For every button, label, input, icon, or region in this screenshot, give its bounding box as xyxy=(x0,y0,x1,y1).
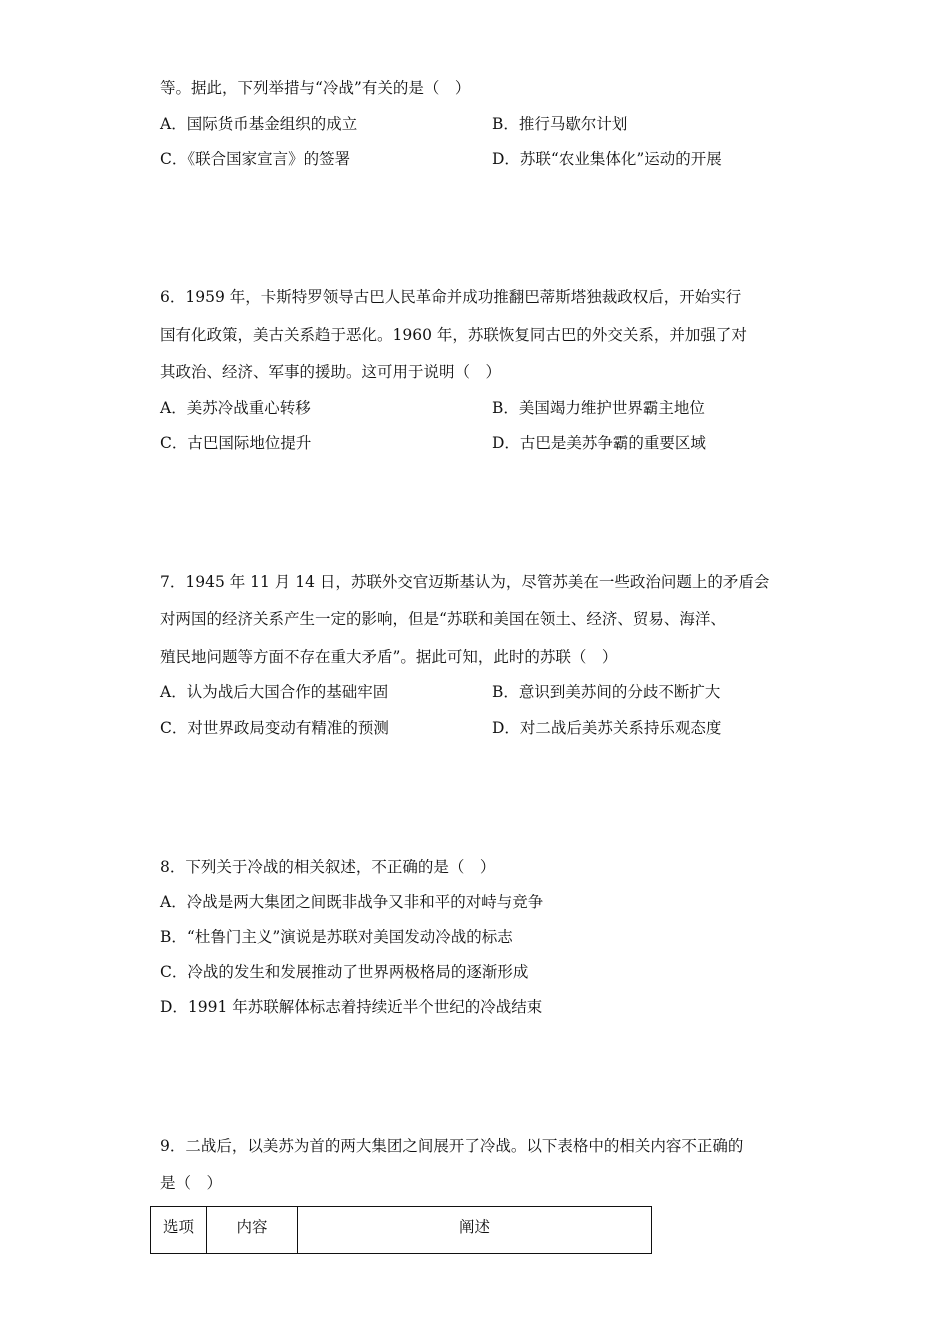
q6-option-a[interactable]: A．美苏冷战重心转移 xyxy=(160,399,311,417)
table-header-content: 内容 xyxy=(207,1207,298,1254)
q7-stem-line-1: 7．1945 年 11 月 14 日，苏联外交官迈斯基认为，尽管苏美在一些政治问题上的矛盾会 xyxy=(160,573,770,591)
q9-stem-line-1: 9．二战后，以美苏为首的两大集团之间展开了冷战。以下表格中的相关内容不正确的 xyxy=(160,1137,744,1155)
q8-stem: 8．下列关于冷战的相关叙述，不正确的是（ ） xyxy=(160,858,496,876)
q6-option-c[interactable]: C．古巴国际地位提升 xyxy=(160,434,312,452)
q5-option-b[interactable]: B．推行马歇尔计划 xyxy=(492,115,628,133)
q8-option-a[interactable]: A．冷战是两大集团之间既非战争又非和平的对峙与竞争 xyxy=(160,893,544,911)
q7-option-b[interactable]: B．意识到美苏间的分歧不断扩大 xyxy=(492,683,721,701)
q9-stem-line-2: 是（ ） xyxy=(160,1174,223,1192)
q6-stem-line-1: 6．1959 年，卡斯特罗领导古巴人民革命并成功推翻巴蒂斯塔独裁政权后，开始实行 xyxy=(160,288,742,306)
q7-option-a[interactable]: A．认为战后大国合作的基础牢固 xyxy=(160,683,389,701)
q8-option-d[interactable]: D．1991 年苏联解体标志着持续近半个世纪的冷战结束 xyxy=(160,998,543,1016)
q5-stem-tail: 等。据此，下列举措与“冷战”有关的是（ ） xyxy=(160,79,471,97)
q8-option-b[interactable]: B．“杜鲁门主义”演说是苏联对美国发动冷战的标志 xyxy=(160,928,513,946)
q5-option-d[interactable]: D．苏联“农业集体化”运动的开展 xyxy=(492,150,722,168)
q6-stem-line-2: 国有化政策，美古关系趋于恶化。1960 年，苏联恢复同古巴的外交关系，并加强了对 xyxy=(160,326,747,344)
q8-option-c[interactable]: C．冷战的发生和发展推动了世界两极格局的逐渐形成 xyxy=(160,963,529,981)
q7-option-c[interactable]: C．对世界政局变动有精准的预测 xyxy=(160,719,389,737)
q7-stem-line-2: 对两国的经济关系产生一定的影响，但是“苏联和美国在领土、经济、贸易、海洋、 xyxy=(160,610,726,628)
q7-option-d[interactable]: D．对二战后美苏关系持乐观态度 xyxy=(492,719,722,737)
table-header-explanation: 阐述 xyxy=(298,1207,652,1254)
table-header-row xyxy=(151,1207,652,1254)
q6-stem-line-3: 其政治、经济、军事的援助。这可用于说明（ ） xyxy=(160,363,502,381)
q9-table xyxy=(150,1206,652,1254)
q6-option-d[interactable]: D．古巴是美苏争霸的重要区域 xyxy=(492,434,706,452)
q7-stem-line-3: 殖民地问题等方面不存在重大矛盾”。据此可知，此时的苏联（ ） xyxy=(160,648,618,666)
table-header-option: 选项 xyxy=(151,1207,207,1254)
q5-option-c[interactable]: C．《联合国家宣言》的签署 xyxy=(160,150,351,168)
q5-option-a[interactable]: A．国际货币基金组织的成立 xyxy=(160,115,358,133)
q6-option-b[interactable]: B．美国竭力维护世界霸主地位 xyxy=(492,399,705,417)
